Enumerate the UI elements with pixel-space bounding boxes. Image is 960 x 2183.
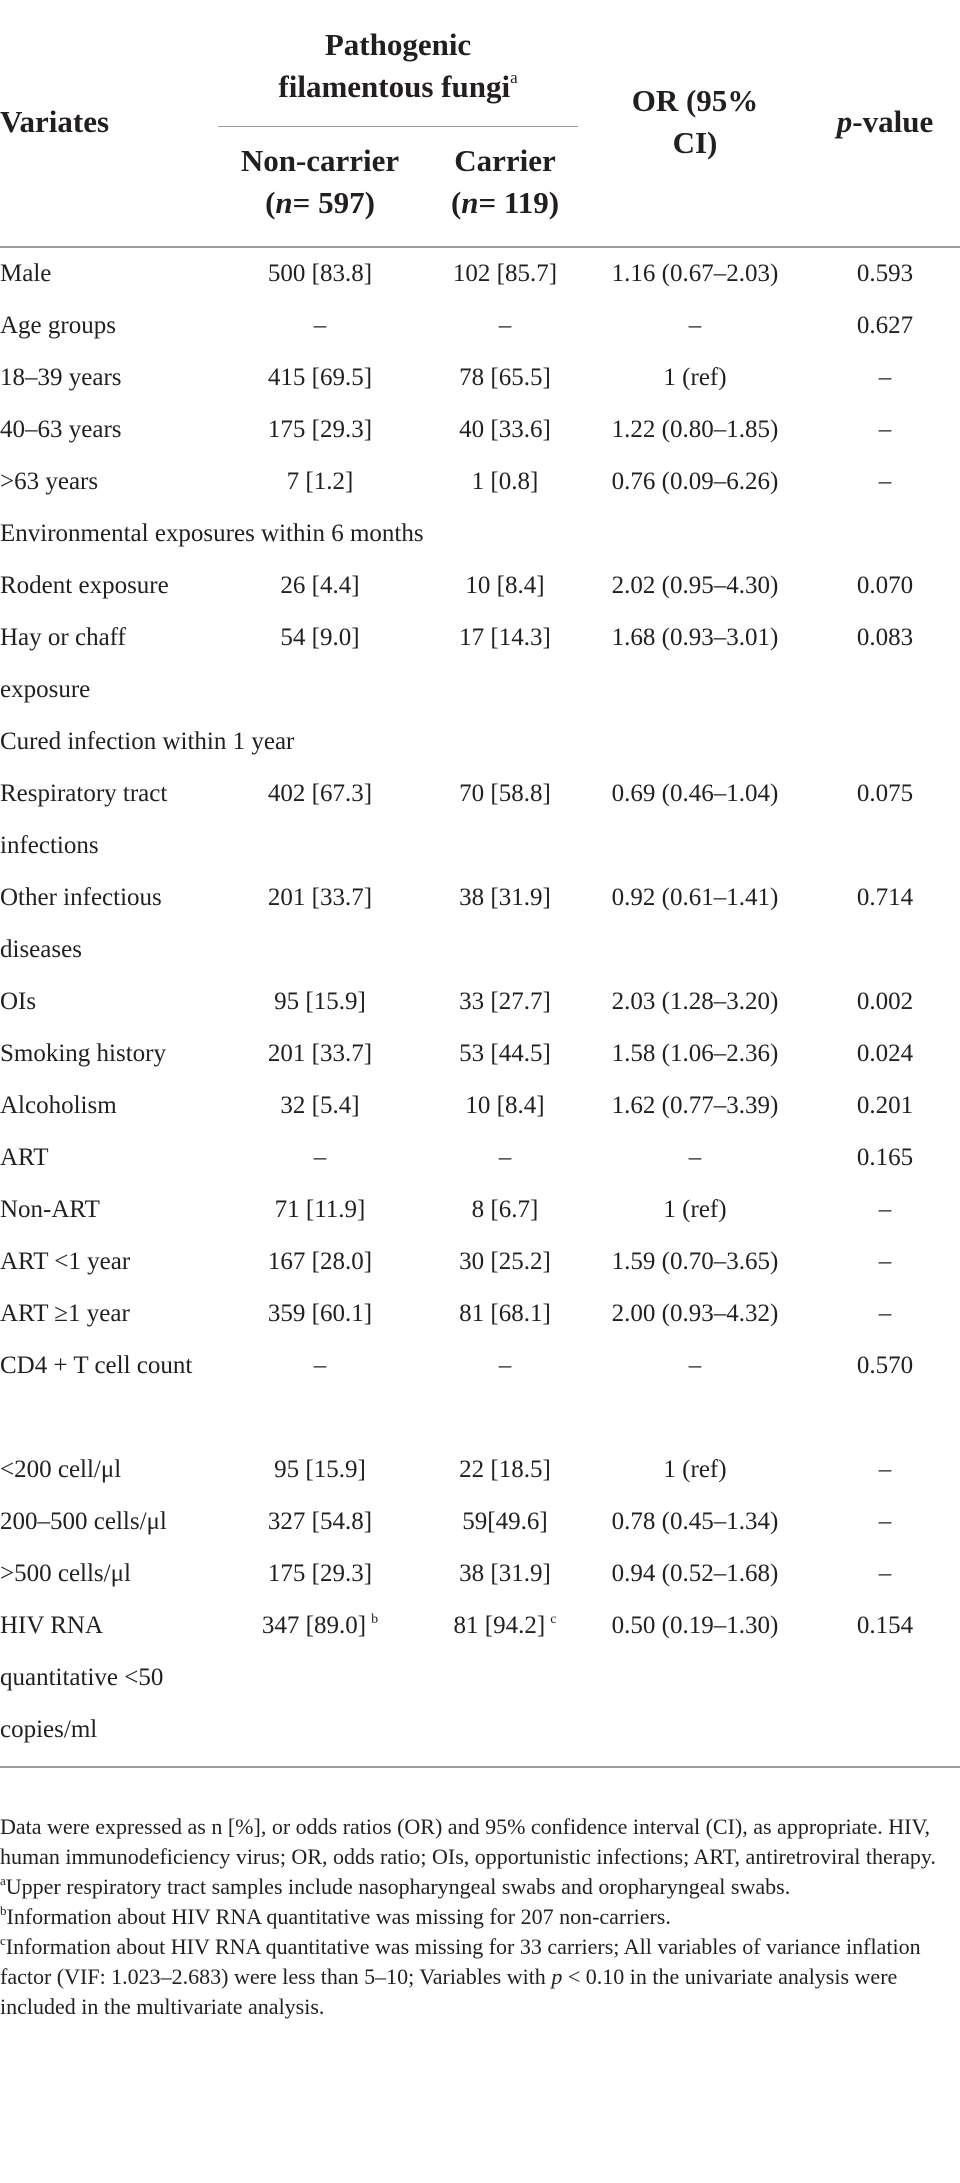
cell-odds-ratio-value: 2.03 (1.28–3.20) [611, 988, 779, 1015]
header-group-line2 [218, 66, 578, 108]
footnote-a [0, 1872, 960, 1902]
cell-noncarrier-value: – [313, 1352, 327, 1379]
p-suffix: -value [852, 104, 934, 139]
header-noncarrier-n: (n= 597) [265, 185, 375, 220]
header-carrier-label: Carrier [454, 143, 556, 178]
table-row [0, 872, 960, 976]
cell-noncarrier-value: 175 [29.3] [267, 1560, 373, 1587]
cell-noncarrier-value: – [313, 312, 327, 339]
cell-noncarrier [218, 1132, 422, 1184]
cell-carrier-value: 10 [8.4] [465, 572, 545, 599]
cell-carrier [432, 1496, 578, 1548]
table-bottom-rule [0, 1766, 960, 1768]
table-row [0, 1548, 960, 1600]
footnote-b [0, 1902, 960, 1932]
n-symbol: n [461, 185, 479, 220]
cell-carrier-value: 70 [58.8] [459, 780, 551, 807]
cell-noncarrier-value: 415 [69.5] [267, 364, 373, 391]
cell-p-value [810, 1600, 960, 1652]
cell-odds-ratio-value: 1 (ref) [663, 364, 727, 391]
cell-p-value [810, 768, 960, 820]
table-row [0, 1288, 960, 1340]
cell-p-value-value: – [878, 1196, 892, 1223]
cell-odds-ratio-value: 0.94 (0.52–1.68) [611, 1560, 779, 1587]
footnote-c-text-1: Information about HIV RNA quantitative was missing for 33 carriers; All variables of variance inflation factor (VIF: 1.023–2.683) were less than 5–10; Variables with [0, 1934, 921, 1989]
row-label: Hay or chaff exposure [0, 624, 126, 703]
footnote-a-mark: a [0, 1873, 6, 1888]
cell-carrier-value: 53 [44.5] [459, 1040, 551, 1067]
cell-p-value [810, 352, 960, 404]
n-value: = 119 [478, 185, 549, 220]
cell-carrier-value: 1 [0.8] [471, 468, 539, 495]
header-pathogenic-fungi [218, 24, 578, 108]
table-row [0, 456, 960, 508]
cell-p-value [810, 872, 960, 924]
cell-odds-ratio-value: 1.68 (0.93–3.01) [611, 624, 779, 651]
table-row [0, 1132, 960, 1184]
cell-p-value-value: 0.201 [856, 1092, 914, 1119]
cell-carrier-value: – [498, 1352, 512, 1379]
cell-carrier [432, 456, 578, 508]
cell-noncarrier-value: 500 [83.8] [267, 260, 373, 287]
cell-noncarrier-value: 327 [54.8] [267, 1508, 373, 1535]
cell-carrier [432, 1340, 578, 1392]
cell-p-value-value: 0.002 [856, 988, 914, 1015]
row-label: 200–500 cells/μl [0, 1508, 167, 1535]
header-carrier-n: (n= 119) [450, 185, 560, 220]
row-label: <200 cell/μl [0, 1456, 122, 1483]
cell-p-value-value: – [878, 364, 892, 391]
cell-noncarrier [218, 1028, 422, 1080]
cell-noncarrier-value: – [313, 1144, 327, 1171]
row-label: Male [0, 260, 52, 287]
cell-noncarrier-value: 32 [5.4] [280, 1092, 360, 1119]
table-row [0, 560, 960, 612]
cell-odds-ratio [585, 1600, 805, 1652]
header-group-line2-text: filamentous fungi [278, 69, 511, 104]
row-label: CD4 + T cell count [0, 1352, 193, 1379]
cell-carrier [432, 352, 578, 404]
table-row [0, 976, 960, 1028]
cell-p-value-value: 0.593 [856, 260, 914, 287]
table-row [0, 1080, 960, 1132]
cell-carrier-value: 40 [33.6] [459, 416, 551, 443]
cell-carrier-value: 59[49.6] [462, 1508, 548, 1535]
cell-odds-ratio-value: 1.22 (0.80–1.85) [611, 416, 779, 443]
cell-noncarrier [218, 1548, 422, 1600]
table-row [0, 1340, 960, 1444]
cell-carrier [432, 1288, 578, 1340]
cell-carrier [432, 612, 578, 664]
p-symbol: p [836, 104, 853, 139]
row-label: >63 years [0, 468, 99, 495]
cell-carrier [432, 1236, 578, 1288]
footnote-main: Data were expressed as n [%], or odds ratios (OR) and 95% confidence interval (CI), as appropriate. HIV, human immunodeficiency virus; OR, odds ratio; OIs, opportunistic infections; ART, antiretroviral therapy. [0, 1814, 936, 1869]
cell-noncarrier-value: 71 [11.9] [274, 1196, 366, 1223]
row-label: Smoking history [0, 1040, 166, 1067]
group-divider [218, 126, 578, 127]
cell-carrier [432, 404, 578, 456]
cell-odds-ratio [585, 872, 805, 924]
header-carrier [432, 140, 578, 224]
cell-carrier-value: – [498, 312, 512, 339]
footnote-mark-c: c [550, 1612, 557, 1627]
cell-carrier-value: 30 [25.2] [459, 1248, 551, 1275]
cell-carrier-value: 38 [31.9] [459, 1560, 551, 1587]
cell-noncarrier-value: 95 [15.9] [274, 1456, 366, 1483]
cell-p-value [810, 1444, 960, 1496]
cell-p-value [810, 1132, 960, 1184]
cell-p-value [810, 1080, 960, 1132]
cell-p-value-value: 0.570 [856, 1352, 914, 1379]
cell-noncarrier [218, 352, 422, 404]
cell-odds-ratio [585, 560, 805, 612]
row-label: Cured infection within 1 year [0, 728, 295, 755]
footnote-c-text-2: < 0.10 in the univariate analysis were included in the multivariate analysis. [0, 1964, 898, 2019]
table-row [0, 248, 960, 300]
cell-odds-ratio [585, 1132, 805, 1184]
table-row [0, 1028, 960, 1080]
cell-carrier [432, 1080, 578, 1132]
cell-noncarrier-value: 26 [4.4] [280, 572, 360, 599]
cell-odds-ratio [585, 248, 805, 300]
row-label: 40–63 years [0, 416, 122, 443]
cell-p-value [810, 976, 960, 1028]
cell-odds-ratio [585, 1028, 805, 1080]
header-odds-ratio [585, 80, 805, 164]
cell-carrier [432, 1548, 578, 1600]
footnote-mark-b: b [371, 1612, 379, 1627]
cell-p-value-value: – [878, 416, 892, 443]
cell-carrier [432, 976, 578, 1028]
cell-carrier-value: 17 [14.3] [459, 624, 551, 651]
header-variates: Variates [0, 104, 110, 139]
cell-noncarrier [218, 456, 422, 508]
cell-p-value-value: 0.154 [856, 1612, 914, 1639]
cell-carrier-value: 78 [65.5] [459, 364, 551, 391]
cell-odds-ratio-value: 2.02 (0.95–4.30) [611, 572, 779, 599]
cell-carrier-value: – [498, 1144, 512, 1171]
cell-noncarrier [218, 872, 422, 924]
cell-carrier-value: 22 [18.5] [459, 1456, 551, 1483]
table-row [0, 1236, 960, 1288]
cell-p-value [810, 1496, 960, 1548]
cell-noncarrier-value: 347 [89.0] [261, 1612, 367, 1639]
cell-carrier [432, 1600, 578, 1652]
cell-odds-ratio [585, 612, 805, 664]
cell-carrier [432, 1132, 578, 1184]
cell-p-value [810, 404, 960, 456]
cell-odds-ratio [585, 1236, 805, 1288]
cell-noncarrier [218, 300, 422, 352]
cell-odds-ratio-value: 1 (ref) [663, 1456, 727, 1483]
cell-carrier-value: 81 [68.1] [459, 1300, 551, 1327]
row-label: Non-ART [0, 1196, 100, 1223]
header-p-value [810, 101, 960, 143]
cell-p-value-value: – [878, 1456, 892, 1483]
cell-p-value [810, 1028, 960, 1080]
cell-noncarrier [218, 976, 422, 1028]
cell-noncarrier [218, 1080, 422, 1132]
row-label: ART <1 year [0, 1248, 131, 1275]
cell-carrier [432, 872, 578, 924]
footnote-mark-a: a [510, 68, 518, 87]
cell-p-value-value: – [878, 468, 892, 495]
n-value: = 597 [292, 185, 365, 220]
cell-p-value [810, 1548, 960, 1600]
cell-noncarrier [218, 768, 422, 820]
cell-p-value-value: – [878, 1248, 892, 1275]
cell-odds-ratio [585, 1080, 805, 1132]
cell-odds-ratio-value: 1.62 (0.77–3.39) [611, 1092, 779, 1119]
table-row [0, 404, 960, 456]
row-label: ART [0, 1144, 49, 1171]
cell-noncarrier [218, 1184, 422, 1236]
row-label: Respiratory tract infections [0, 780, 168, 859]
row-label: ART ≥1 year [0, 1300, 130, 1327]
cell-odds-ratio-value: – [688, 1352, 702, 1379]
footnote-b-mark: b [0, 1903, 7, 1918]
cell-p-value [810, 300, 960, 352]
cell-p-value [810, 1184, 960, 1236]
header-noncarrier-label: Non-carrier [240, 143, 400, 178]
row-label: Alcoholism [0, 1092, 117, 1119]
cell-odds-ratio [585, 768, 805, 820]
cell-p-value [810, 612, 960, 664]
cell-carrier [432, 1028, 578, 1080]
cell-p-value [810, 1340, 960, 1392]
cell-carrier [432, 560, 578, 612]
table-row [0, 716, 960, 768]
row-label: >500 cells/μl [0, 1560, 131, 1587]
n-symbol: n [275, 185, 293, 220]
cell-p-value [810, 248, 960, 300]
cell-odds-ratio [585, 300, 805, 352]
row-label: Rodent exposure [0, 572, 169, 599]
table-row [0, 1496, 960, 1548]
cell-odds-ratio [585, 1444, 805, 1496]
cell-odds-ratio-value: 2.00 (0.93–4.32) [611, 1300, 779, 1327]
table-row [0, 300, 960, 352]
cell-p-value [810, 456, 960, 508]
cell-odds-ratio [585, 1548, 805, 1600]
cell-p-value-value: 0.627 [856, 312, 914, 339]
row-label: 18–39 years [0, 364, 122, 391]
footnote-b-text: Information about HIV RNA quantitative was missing for 207 non-carriers. [6, 1904, 671, 1929]
cell-odds-ratio-value: 0.69 (0.46–1.04) [611, 780, 779, 807]
table-row [0, 1184, 960, 1236]
cell-carrier-value: 8 [6.7] [471, 1196, 539, 1223]
cell-noncarrier [218, 612, 422, 664]
table-body [0, 248, 960, 1756]
cell-odds-ratio [585, 456, 805, 508]
footnote-c [0, 1932, 960, 2022]
cell-odds-ratio-value: – [688, 312, 702, 339]
cell-carrier-value: 10 [8.4] [465, 1092, 545, 1119]
cell-odds-ratio-value: 1 (ref) [663, 1196, 727, 1223]
cell-odds-ratio-value: 0.92 (0.61–1.41) [611, 884, 779, 911]
row-label: OIs [0, 988, 37, 1015]
header-group-line1: Pathogenic [324, 27, 472, 62]
cell-carrier [432, 1444, 578, 1496]
cell-odds-ratio-value: 0.50 (0.19–1.30) [611, 1612, 779, 1639]
cell-p-value-value: 0.070 [856, 572, 914, 599]
cell-odds-ratio [585, 1496, 805, 1548]
cell-odds-ratio-value: 0.76 (0.09–6.26) [611, 468, 779, 495]
cell-p-value [810, 1288, 960, 1340]
table-row [0, 1444, 960, 1496]
cell-noncarrier-value: 402 [67.3] [267, 780, 373, 807]
footnote-c-p-symbol: p [551, 1964, 563, 1989]
cell-carrier-value: 38 [31.9] [459, 884, 551, 911]
cell-p-value-value: – [878, 1560, 892, 1587]
cell-noncarrier [218, 1340, 422, 1392]
cell-p-value-value: 0.714 [856, 884, 914, 911]
cell-odds-ratio [585, 404, 805, 456]
cell-odds-ratio [585, 1340, 805, 1392]
cell-p-value-value: 0.165 [856, 1144, 914, 1171]
cell-p-value-value: – [878, 1300, 892, 1327]
cell-noncarrier-value: 201 [33.7] [267, 1040, 373, 1067]
table-footnotes [0, 1812, 960, 2022]
table-row [0, 1600, 960, 1756]
cell-noncarrier-value: 201 [33.7] [267, 884, 373, 911]
cell-noncarrier [218, 1496, 422, 1548]
cell-noncarrier-value: 7 [1.2] [286, 468, 354, 495]
cell-odds-ratio-value: 1.58 (1.06–2.36) [611, 1040, 779, 1067]
cell-odds-ratio-value: – [688, 1144, 702, 1171]
cell-noncarrier [218, 560, 422, 612]
cell-carrier [432, 768, 578, 820]
cell-odds-ratio-value: 1.59 (0.70–3.65) [611, 1248, 779, 1275]
cell-p-value [810, 560, 960, 612]
cell-noncarrier [218, 1444, 422, 1496]
cell-p-value-value: 0.083 [856, 624, 914, 651]
row-label: Age groups [0, 312, 116, 339]
cell-carrier [432, 300, 578, 352]
cell-odds-ratio [585, 1184, 805, 1236]
cell-noncarrier-value: 54 [9.0] [280, 624, 360, 651]
cell-odds-ratio [585, 352, 805, 404]
cell-odds-ratio-value: 1.16 (0.67–2.03) [611, 260, 779, 287]
cell-p-value-value: 0.024 [856, 1040, 914, 1067]
cell-carrier-value: 33 [27.7] [459, 988, 551, 1015]
footnote-a-text: Upper respiratory tract samples include nasopharyngeal swabs and oropharyngeal swabs. [5, 1874, 791, 1899]
cell-carrier-value: 81 [94.2] [453, 1612, 546, 1639]
cell-carrier [432, 248, 578, 300]
cell-noncarrier-value: 175 [29.3] [267, 416, 373, 443]
row-label: Environmental exposures within 6 months [0, 520, 424, 547]
cell-p-value [810, 1236, 960, 1288]
cell-odds-ratio-value: 0.78 (0.45–1.34) [611, 1508, 779, 1535]
table-row [0, 352, 960, 404]
table-row [0, 508, 960, 560]
header-or-line2: CI) [672, 125, 718, 160]
cell-noncarrier [218, 404, 422, 456]
cell-odds-ratio [585, 1288, 805, 1340]
row-label: Other infectious diseases [0, 884, 162, 963]
footnote-c-mark: c [0, 1933, 6, 1948]
cell-noncarrier-value: 359 [60.1] [267, 1300, 373, 1327]
cell-carrier-value: 102 [85.7] [452, 260, 558, 287]
cell-noncarrier [218, 1288, 422, 1340]
table-header [0, 0, 960, 246]
cell-noncarrier [218, 248, 422, 300]
row-label: HIV RNA quantitative <50 copies/ml [0, 1612, 164, 1743]
cell-carrier [432, 1184, 578, 1236]
header-noncarrier [218, 140, 422, 224]
cell-noncarrier [218, 1600, 422, 1652]
cell-p-value-value: 0.075 [856, 780, 914, 807]
header-or-line1: OR (95% [631, 83, 759, 118]
table-row [0, 612, 960, 716]
cell-p-value-value: – [878, 1508, 892, 1535]
cell-noncarrier-value: 167 [28.0] [267, 1248, 373, 1275]
cell-odds-ratio [585, 976, 805, 1028]
cell-noncarrier [218, 1236, 422, 1288]
table-row [0, 768, 960, 872]
cell-noncarrier-value: 95 [15.9] [274, 988, 366, 1015]
